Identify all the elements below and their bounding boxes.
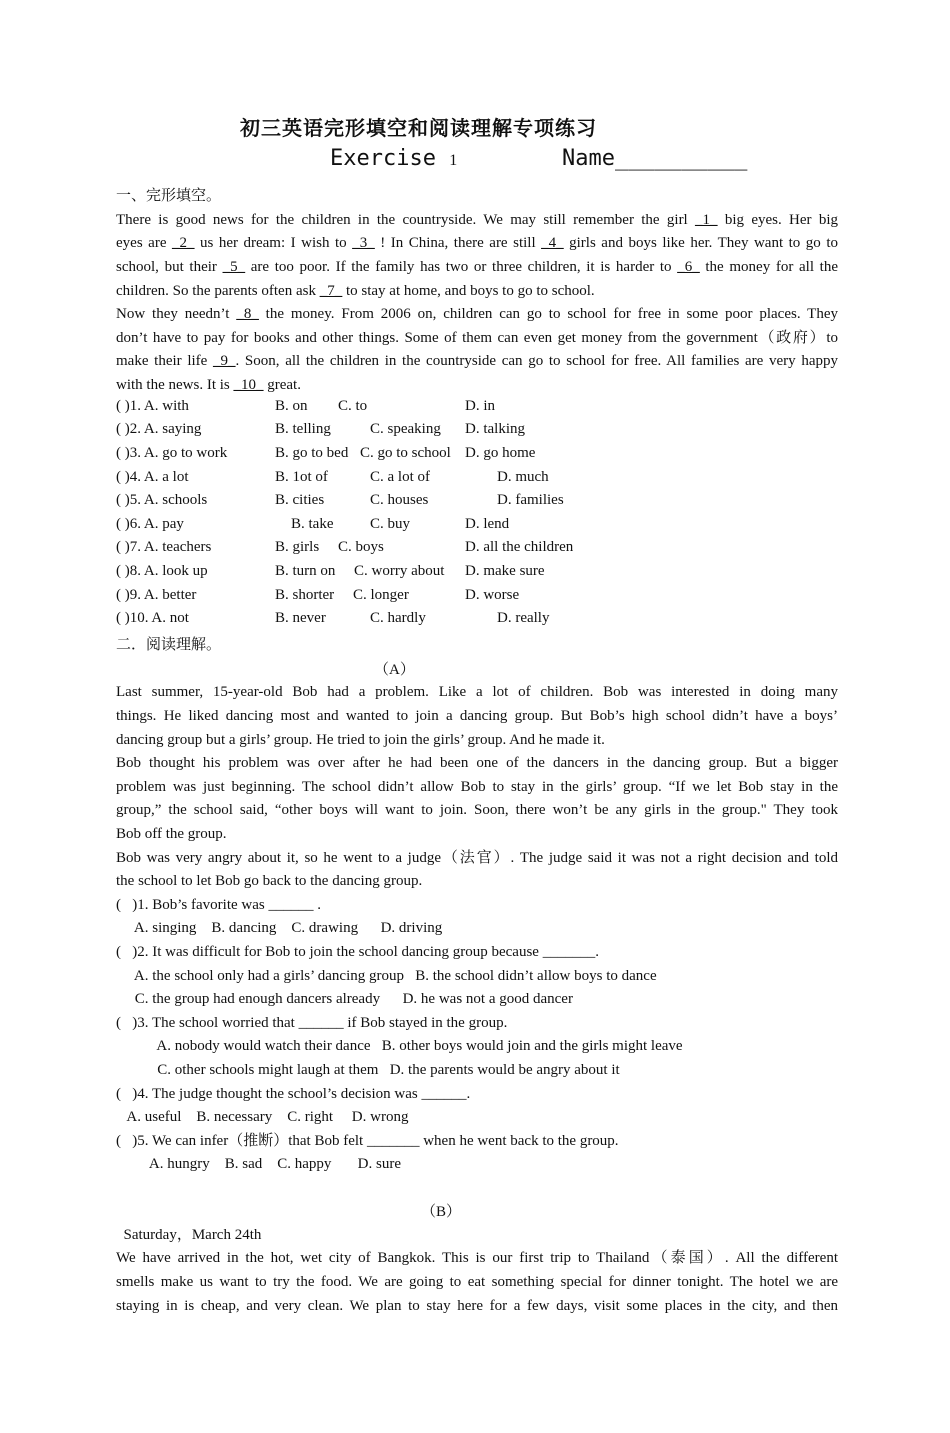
option-d: D. really <box>497 610 550 626</box>
cloze-line: children. So the parents often ask _7_ to stay at home, and boys to go to school. <box>116 283 595 299</box>
option-d: D. lend <box>465 516 510 532</box>
option-b: B. never <box>275 610 326 626</box>
option-c: C. houses <box>370 492 429 508</box>
option-c: C. a lot of <box>370 469 430 485</box>
question-options: C. the group had enough dancers already D. he was not a good dancer <box>116 991 573 1007</box>
cloze-line: with the news. It is _10_ great. <box>116 377 301 393</box>
option-b: B. turn on <box>275 563 336 579</box>
passage-line: things. He liked dancing most and wanted to join a dancing group. But Bob’s high school didn’t have a boys’ <box>116 708 838 724</box>
passage-a-label: （A） <box>374 662 415 678</box>
passage-b-label: （B） <box>421 1204 462 1220</box>
blank: _10_ <box>233 377 264 393</box>
option-b: B. shorter <box>275 587 335 603</box>
blank: _9_ <box>213 353 236 369</box>
option-question: ( )5. A. schools <box>116 492 208 508</box>
option-d: D. families <box>497 492 564 508</box>
cloze-line: eyes are _2_ us her dream: I wish to _3_ ! In China, there are still _4_ girls and boys like her. They want to go to <box>116 235 838 251</box>
option-b: B. take <box>291 516 334 532</box>
option-d: D. go home <box>465 445 536 461</box>
option-question: ( )3. A. go to work <box>116 445 228 461</box>
option-c: C. worry about <box>354 563 445 579</box>
question-options: A. singing B. dancing C. drawing D. driving <box>116 920 443 936</box>
blank: _8_ <box>236 306 259 322</box>
option-question: ( )9. A. better <box>116 587 197 603</box>
cloze-line: There is good news for the children in the countryside. We may still remember the girl _1_ big eyes. Her big <box>116 212 838 228</box>
option-b: B. cities <box>275 492 325 508</box>
blank: _6_ <box>677 259 700 275</box>
blank: _7_ <box>319 283 343 299</box>
question-line: ( )5. We can infer（推断）that Bob felt _______ when he went back to the group. <box>116 1133 619 1149</box>
question-line: ( )4. The judge thought the school’s decision was ______. <box>116 1086 471 1102</box>
exercise-heading <box>330 146 457 171</box>
option-b: B. telling <box>275 421 331 437</box>
option-c: C. go to school <box>360 445 451 461</box>
blank: _4_ <box>541 235 564 251</box>
passage-line: Bob thought his problem was over after he had been one of the dancers in the dancing group. But a bigger <box>116 755 838 771</box>
exercise-label: Exercise <box>330 146 436 171</box>
passage-line: Saturday，March 24th <box>116 1227 262 1243</box>
cloze-line: don’t have to pay for books and other things. Some of them can even get money from the government（政府）to <box>116 330 838 346</box>
option-question: ( )1. A. with <box>116 398 189 414</box>
option-question: ( )10. A. not <box>116 610 189 626</box>
option-c: C. boys <box>338 539 384 555</box>
blank: _2_ <box>171 235 195 251</box>
passage-line: group,” the school said, “other boys will want to join. Soon, there won’t be any girls in the group." They took <box>116 802 838 818</box>
passage-line: the school to let Bob go back to the dancing group. <box>116 873 423 889</box>
option-question: ( )4. A. a lot <box>116 469 189 485</box>
name-field: Name__________ <box>562 146 748 171</box>
option-question: ( )6. A. pay <box>116 516 184 532</box>
option-d: D. much <box>497 469 549 485</box>
option-b: B. on <box>275 398 308 414</box>
option-question: ( )8. A. look up <box>116 563 208 579</box>
document-title: 初三英语完形填空和阅读理解专项练习 <box>240 118 597 140</box>
question-options: C. other schools might laugh at them D. the parents would be angry about it <box>116 1062 620 1078</box>
question-options: A. nobody would watch their dance B. other boys would join and the girls might leave <box>116 1038 683 1054</box>
passage-line: problem was just beginning. The school didn’t allow Bob to stay in the girls’ group. “If we let Bob stay in the <box>116 779 838 795</box>
question-options: A. the school only had a girls’ dancing group B. the school didn’t allow boys to dance <box>116 968 657 984</box>
passage-line: We have arrived in the hot, wet city of Bangkok. This is our first trip to Thailand（泰国）. All the different <box>116 1250 838 1266</box>
option-d: D. all the children <box>465 539 574 555</box>
option-c: C. longer <box>353 587 409 603</box>
passage-line: Bob was very angry about it, so he went to a judge（法官）. The judge said it was not a right decision and told <box>116 850 838 866</box>
option-question: ( )2. A. saying <box>116 421 202 437</box>
option-d: D. make sure <box>465 563 545 579</box>
passage-line: dancing group but a girls’ group. He tried to join the girls’ group. And he made it. <box>116 732 605 748</box>
blank: _1_ <box>695 212 718 228</box>
option-c: C. buy <box>370 516 411 532</box>
passage-line: Last summer, 15-year-old Bob had a problem. Like a lot of children. Bob was interested in doing many <box>116 684 838 700</box>
option-c: C. speaking <box>370 421 441 437</box>
question-line: ( )2. It was difficult for Bob to join the school dancing group because _______. <box>116 944 599 960</box>
option-question: ( )7. A. teachers <box>116 539 212 555</box>
blank: _3_ <box>352 235 375 251</box>
option-b: B. go to bed <box>275 445 349 461</box>
passage-line: smells make us want to try the food. We are going to eat something special for dinner tonight. The hotel we are <box>116 1274 838 1290</box>
option-d: D. worse <box>465 587 520 603</box>
blank: _5_ <box>222 259 246 275</box>
option-d: D. in <box>465 398 495 414</box>
question-line: ( )3. The school worried that ______ if Bob stayed in the group. <box>116 1015 508 1031</box>
option-b: B. 1ot of <box>275 469 328 485</box>
question-line: ( )1. Bob’s favorite was ______ . <box>116 897 321 913</box>
option-c: C. hardly <box>370 610 426 626</box>
cloze-line: make their life _9_. Soon, all the children in the countryside can go to school for free. All families are very happy <box>116 353 838 369</box>
passage-line: Bob off the group. <box>116 826 227 842</box>
option-d: D. talking <box>465 421 525 437</box>
passage-line: staying in is cheap, and very clean. We plan to stay here for a few days, visit some places in the city, and then <box>116 1298 838 1314</box>
exercise-number: 1 <box>449 152 458 169</box>
question-options: A. useful B. necessary C. right D. wrong <box>116 1109 409 1125</box>
cloze-line: Now they needn’t _8_ the money. From 2006 on, children can go to school for free in some poor places. They <box>116 306 838 322</box>
question-options: A. hungry B. sad C. happy D. sure <box>116 1156 401 1172</box>
option-c: C. to <box>338 398 368 414</box>
section1-heading: 一、完形填空。 <box>116 188 222 204</box>
cloze-line: school, but their _5_ are too poor. If the family has two or three children, it is harder to _6_ the money for all the <box>116 259 838 275</box>
option-b: B. girls <box>275 539 320 555</box>
section2-heading: 二．阅读理解。 <box>116 637 222 653</box>
